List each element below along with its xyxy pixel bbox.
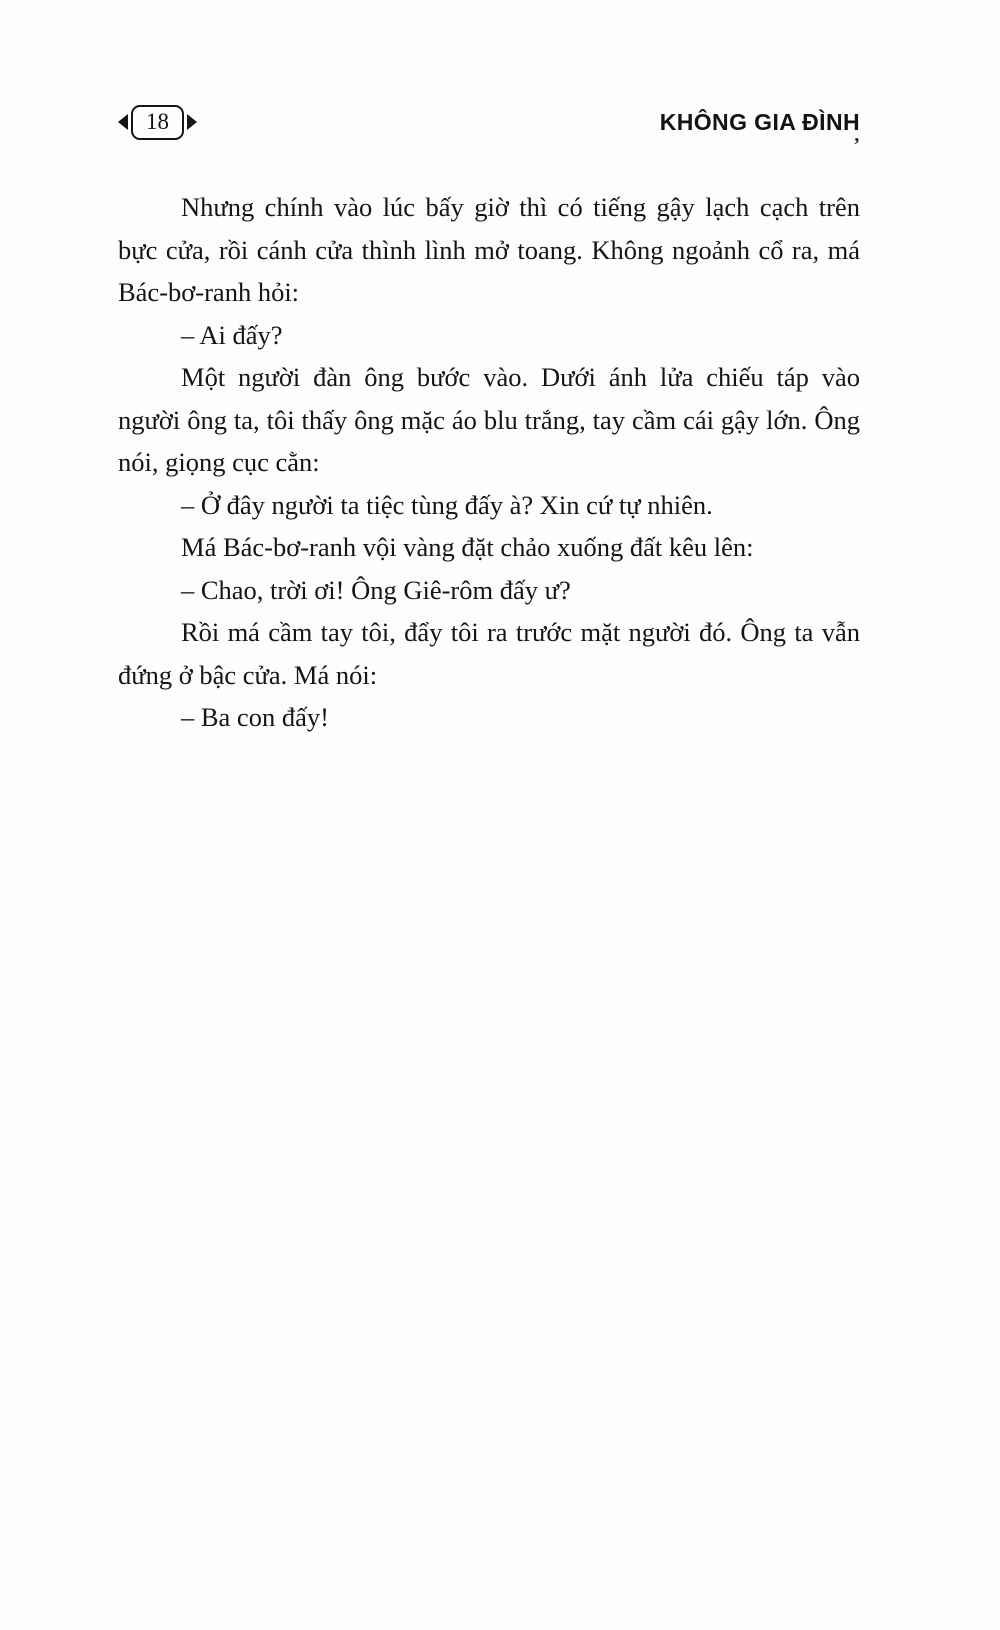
paragraph: – Ai đấy? <box>181 319 283 350</box>
paragraph: Một người đàn ông bước vào. Dưới ánh lửa chiếu táp vào người ông ta, tôi thấy ông mặc áo blu trắng, tay cầm cái gậy lớn. Ông nói, giọng cục cằn: <box>118 362 860 477</box>
page-number-badge <box>131 105 184 140</box>
paragraph: Nhưng chính vào lúc bấy giờ thì có tiếng gậy lạch cạch trên bực cửa, rồi cánh cửa thình lình mở toang. Không ngoảnh cổ ra, má Bác-bơ-ranh hỏi: <box>118 192 860 307</box>
running-head-title: KHÔNG GIA ĐÌNH <box>659 108 860 135</box>
page-number-nav <box>118 105 197 140</box>
paragraph: Má Bác-bơ-ranh vội vàng đặt chảo xuống đất kêu lên: <box>181 532 754 562</box>
stray-print-mark: ’ <box>853 134 860 156</box>
paragraph: Rồi má cầm tay tôi, đẩy tôi ra trước mặt người đó. Ông ta vẫn đứng ở bậc cửa. Má nói: <box>118 617 860 690</box>
page-number: 18 <box>146 108 169 134</box>
page-body <box>118 186 860 739</box>
paragraph: – Ở đây người ta tiệc tùng đấy à? Xin cứ tự nhiên. <box>181 489 713 520</box>
right-arrow-icon <box>187 114 197 130</box>
left-arrow-icon <box>118 114 128 130</box>
paragraph: – Chao, trời ơi! Ông Giê-rôm đấy ư? <box>181 574 571 605</box>
paragraph: – Ba con đấy! <box>181 702 329 732</box>
page-header <box>118 104 860 156</box>
